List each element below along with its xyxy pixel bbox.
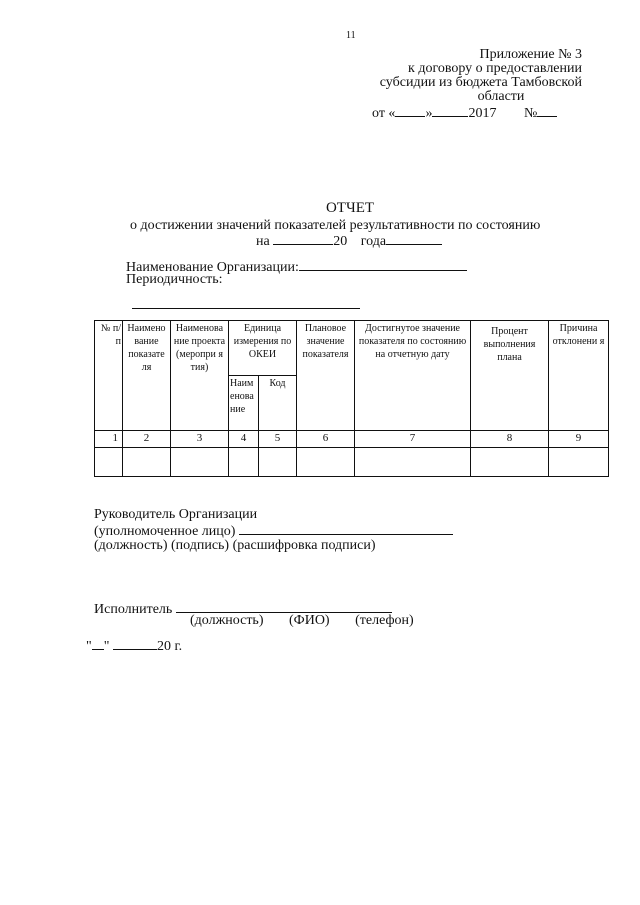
column-number: 3 (171, 431, 229, 448)
appendix-header (360, 48, 582, 121)
appendix-line2: к договору о предоставлении (408, 61, 582, 76)
date-quote-open: " (86, 639, 92, 654)
date-year: 20 (156, 639, 171, 654)
report-subtitle: о достижении значений показателей результативности по состоянию (130, 218, 541, 233)
table-cell[interactable] (229, 448, 259, 477)
report-table (94, 320, 609, 477)
head-label: Руководитель Организации (94, 507, 258, 522)
executor-label: Исполнитель (94, 602, 173, 617)
header-unit-code: Код (259, 376, 297, 431)
head-authorized-label: (уполномоченное лицо) (94, 524, 236, 539)
header-unit-name: Наим енова ние (229, 376, 259, 431)
asof-year: 20 (333, 234, 348, 249)
table-cell[interactable] (259, 448, 297, 477)
asof-suffix-blank (386, 232, 442, 245)
column-number: 9 (549, 431, 609, 448)
column-number: 6 (297, 431, 355, 448)
column-number: 8 (471, 431, 549, 448)
column-number: 4 (229, 431, 259, 448)
table-cell[interactable] (355, 448, 471, 477)
executor-captions (190, 613, 436, 629)
periodicity-blank[interactable] (132, 308, 360, 309)
appendix-line5 (360, 104, 582, 121)
header-reason: Причина отклонени я (549, 321, 609, 431)
head-signature-blank[interactable] (239, 522, 453, 535)
page-number: 11 (346, 30, 356, 41)
table-cell[interactable] (95, 448, 123, 477)
appendix-year: 2017 (468, 106, 497, 121)
table-cell[interactable] (297, 448, 355, 477)
appendix-date-mid: » (425, 106, 433, 121)
appendix-number-label: № (523, 106, 538, 121)
executor-name: (ФИО) (288, 613, 330, 628)
head-caption: (должность) (подпись) (расшифровка подписи) (94, 538, 376, 553)
report-asof (256, 232, 442, 250)
executor-phone: (телефон) (355, 613, 414, 628)
appendix-line4: области (477, 89, 525, 104)
appendix-day-blank (395, 104, 425, 117)
header-indicator-name: Наимено вание показате ля (123, 321, 171, 431)
table-cell[interactable] (123, 448, 171, 477)
appendix-number-blank (537, 104, 557, 117)
appendix-month-blank (432, 104, 468, 117)
asof-prefix: на (256, 234, 270, 249)
date-day-blank[interactable] (92, 637, 104, 650)
appendix-line1: Приложение № 3 (479, 47, 582, 62)
table-cell[interactable] (549, 448, 609, 477)
appendix-date-prefix: от « (372, 106, 396, 121)
column-number: 7 (355, 431, 471, 448)
header-percent: Процент выполнения плана (471, 321, 549, 431)
organization-blank[interactable] (299, 258, 467, 271)
head-signature-block (94, 508, 453, 553)
date-month-blank[interactable] (113, 637, 157, 650)
header-num: № п/п (95, 321, 123, 431)
head-authorized-line (94, 522, 453, 539)
table-cell[interactable] (471, 448, 549, 477)
header-project-name: Наименова ние проекта (меропри я тия) (171, 321, 229, 431)
appendix-line3: субсидии из бюджета Тамбовской (379, 75, 582, 90)
asof-suffix: года (360, 234, 387, 249)
executor-position: (должность) (190, 613, 264, 628)
organization-label: Наименование Организации: (126, 260, 299, 275)
header-unit: Единица измерения по ОКЕИ (229, 321, 297, 376)
column-number: 1 (95, 431, 123, 448)
header-planned: Плановое значение показателя (297, 321, 355, 431)
table-cell[interactable] (171, 448, 229, 477)
periodicity-label: Периодичность: (126, 272, 223, 287)
asof-blank (273, 232, 333, 245)
column-number: 2 (123, 431, 171, 448)
executor-blank[interactable] (176, 600, 392, 613)
date-suffix: г. (174, 639, 183, 654)
date-line (86, 637, 182, 655)
date-quote-close: " (103, 639, 110, 654)
header-achieved: Достигнутое значение показателя по состоянию на отчетную дату (355, 321, 471, 431)
column-number: 5 (259, 431, 297, 448)
report-title: ОТЧЕТ (325, 200, 375, 216)
